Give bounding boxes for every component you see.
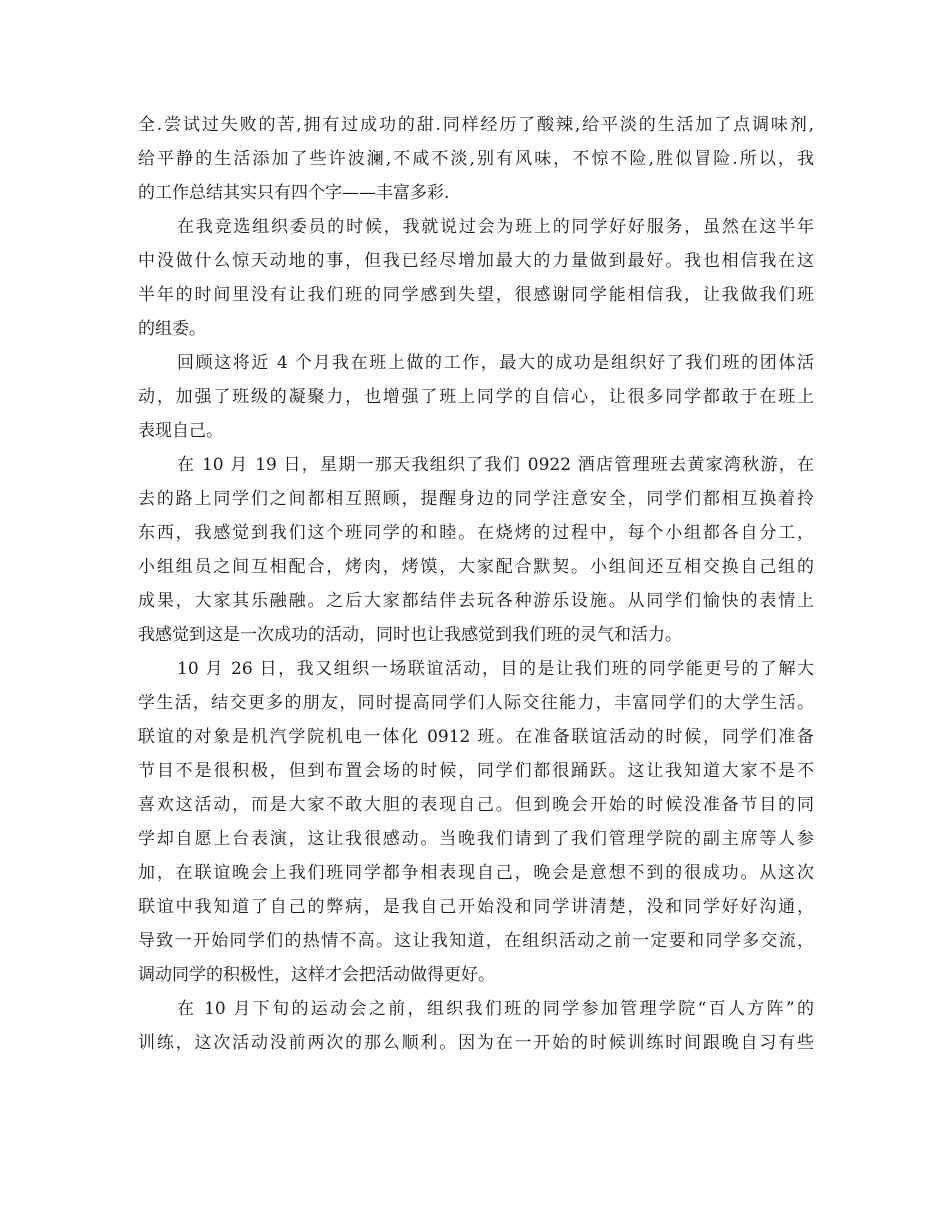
paragraph-3 — [138, 448, 814, 652]
paragraph-5 — [138, 992, 814, 1060]
text-line: 节目不是很积极，但到布置会场的时候，同学们都很踊跃。这让我知道大家不是不 — [138, 761, 814, 781]
text-line: 训练，这次活动没前两次的那么顺利。因为在一开始的时候训练时间跟晚自习有些 — [138, 1033, 814, 1053]
paragraph-4 — [138, 652, 814, 992]
text-line: 在 10 月 19 日，星期一那天我组织了我们 0922 酒店管理班去黄家湾秋游，在 — [177, 455, 814, 475]
text-line: 回顾这将近 4 个月我在班上做的工作，最大的成功是组织好了我们班的团体活 — [177, 353, 814, 373]
text-line: 我感觉到这是一次成功的活动，同时也让我感觉到我们班的灵气和活力。 — [138, 625, 682, 645]
paragraph-2 — [138, 346, 814, 448]
text-line: 联谊的对象是机汽学院机电一体化 0912 班。在准备联谊活动的时候，同学们准备 — [138, 727, 814, 747]
text-line: 调动同学的积极性，这样才会把活动做得更好。 — [138, 965, 495, 985]
document-page — [138, 108, 814, 1060]
text-line: 小组组员之间互相配合，烤肉，烤馍，大家配合默契。小组间还互相交换自己组的 — [138, 557, 814, 577]
text-line: 给平静的生活添加了些许波澜,不咸不淡,别有风味，不惊不险,胜似冒险.所以，我 — [138, 149, 814, 169]
text-line: 在 10 月下旬的运动会之前，组织我们班的同学参加管理学院“百人方阵”的 — [177, 999, 814, 1019]
text-line: 导致一开始同学们的热情不高。这让我知道，在组织活动之前一定要和同学多交流， — [138, 931, 814, 951]
text-line: 的组委。 — [138, 319, 206, 339]
text-line: 表现自己。 — [138, 421, 223, 441]
text-line: 去的路上同学们之间都相互照顾，提醒身边的同学注意安全，同学们都相互换着拎 — [138, 489, 814, 509]
text-line: 学却自愿上台表演，这让我很感动。当晚我们请到了我们管理学院的副主席等人参 — [138, 829, 814, 849]
text-line: 喜欢这活动，而是大家不敢大胆的表现自己。但到晚会开始的时候没准备节目的同 — [138, 795, 814, 815]
text-line: 在我竞选组织委员的时候，我就说过会为班上的同学好好服务，虽然在这半年 — [177, 217, 814, 237]
text-line: 的工作总结其实只有四个字——丰富多彩. — [138, 183, 450, 203]
text-line: 全.尝试过失败的苦,拥有过成功的甜.同样经历了酸辣,给平淡的生活加了点调味剂, — [138, 115, 814, 135]
text-line: 联谊中我知道了自己的弊病，是我自己开始没和同学讲清楚，没和同学好好沟通， — [138, 897, 814, 917]
text-line: 动，加强了班级的凝聚力，也增强了班上同学的自信心，让很多同学都敢于在班上 — [138, 387, 814, 407]
text-line: 东西，我感觉到我们这个班同学的和睦。在烧烤的过程中，每个小组都各自分工， — [138, 523, 814, 543]
text-line: 10 月 26 日，我又组织一场联谊活动，目的是让我们班的同学能更号的了解大 — [177, 659, 814, 679]
text-line: 加，在联谊晚会上我们班同学都争相表现自己，晚会是意想不到的很成功。从这次 — [138, 863, 814, 883]
text-line: 成果，大家其乐融融。之后大家都结伴去玩各种游乐设施。从同学们愉快的表情上 — [138, 591, 814, 611]
paragraph-1 — [138, 210, 814, 346]
paragraph-0 — [138, 108, 814, 210]
text-line: 中没做什么惊天动地的事，但我已经尽增加最大的力量做到最好。我也相信我在这 — [138, 251, 814, 271]
text-line: 学生活，结交更多的朋友，同时提高同学们人际交往能力，丰富同学们的大学生活。 — [138, 693, 814, 713]
text-line: 半年的时间里没有让我们班的同学感到失望，很感谢同学能相信我，让我做我们班 — [138, 285, 814, 305]
